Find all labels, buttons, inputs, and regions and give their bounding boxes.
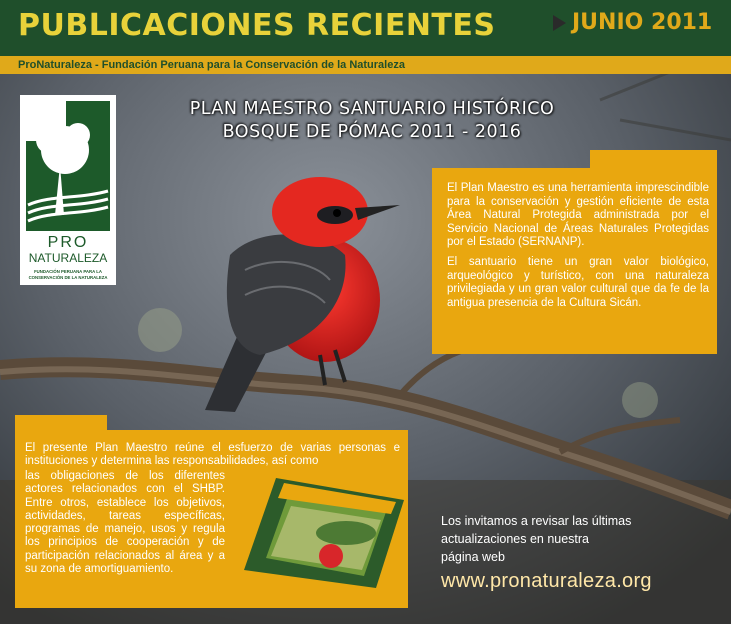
invite-line-1: Los invitamos a revisar las últimas	[441, 514, 632, 528]
summary-intro: El presente Plan Maestro reúne el esfuerzo de varias personas e instituciones y determina las responsabilidades, así como	[25, 442, 400, 468]
plan-title	[132, 98, 612, 144]
play-arrow-icon	[553, 15, 566, 31]
plan-title-line-1: PLAN MAESTRO SANTUARIO HISTÓRICO	[189, 99, 555, 119]
website-invitation	[441, 512, 711, 566]
description-paragraph-2: El santuario tiene un gran valor biológico, arqueológico y turístico, con una naturaleza privilegiada y un gran valor cultural que da fe de la antigua presencia de la Cultura Sicán.	[447, 255, 709, 309]
invite-line-2: actualizaciones en nuestra	[441, 532, 590, 546]
logo-tagline-1: FUNDACIÓN PERUANA PARA LA	[34, 269, 102, 274]
invite-line-3: página web	[441, 550, 505, 564]
plan-title-line-2: BOSQUE DE PÓMAC 2011 - 2016	[222, 122, 522, 142]
logo-line-2: NATURALEZA	[28, 251, 108, 265]
logo-tagline-2: CONSERVACIÓN DE LA NATURALEZA	[28, 275, 108, 280]
organization-bar	[0, 56, 731, 74]
book-cover-image	[236, 478, 404, 588]
website-link[interactable]: www.pronaturaleza.org	[441, 570, 652, 592]
info-box-description	[432, 168, 717, 354]
date-label: JUNIO 2011	[572, 10, 713, 35]
header-bar	[0, 0, 731, 56]
logo-line-1: PRO	[47, 234, 89, 251]
info-box-tab	[590, 150, 717, 170]
description-paragraph-1: El Plan Maestro es una herramienta imprescindible para la conservación y gestión eficiente de esta Área Natural Protegida administrada por el Servicio Nacional de Áreas Naturales Protegidas por el Estado (SERNANP).	[447, 182, 709, 249]
pronaturaleza-logo	[20, 95, 116, 285]
organization-name: ProNaturaleza - Fundación Peruana para la Conservación de la Naturaleza	[18, 59, 405, 71]
summary-details: las obligaciones de los diferentes actores relacionados con el SHBP. Entre otros, establece los objetivos, actividades, tareas específicas, programas de manejo, usos y regula los principios de cooperación y de participación relacionados al área y a su zona de amortiguamiento.	[25, 470, 225, 576]
date-box	[553, 10, 712, 35]
page-title: PUBLICACIONES RECIENTES	[18, 8, 496, 43]
